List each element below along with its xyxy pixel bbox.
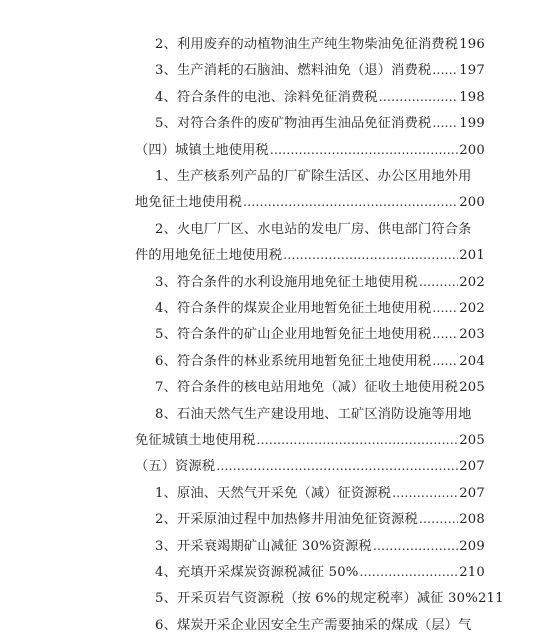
toc-entry-text: 1、原油、天然气开采免（减）征资源税 bbox=[155, 486, 392, 501]
toc-leader-dots bbox=[432, 326, 458, 342]
toc-entry-page: 200 bbox=[459, 143, 485, 158]
toc-entry-text: 6、符合条件的林业系统用地暂免征土地使用税 bbox=[155, 354, 432, 369]
toc-entry bbox=[155, 532, 485, 556]
toc-entry bbox=[155, 400, 485, 424]
toc-entry-page: 204 bbox=[459, 354, 485, 369]
toc-entry-continuation bbox=[135, 241, 485, 265]
toc-entry-text: 5、开采页岩气资源税（按 6%的规定税率）减征 30% bbox=[155, 591, 478, 606]
toc-leader-dots bbox=[360, 564, 459, 580]
toc-entry-text: 4、充填开采煤炭资源税减征 50% bbox=[155, 565, 359, 580]
toc-entry-text: 3、开采衰竭期矿山减征 30%资源税 bbox=[155, 539, 372, 554]
toc-entry-text: 免征城镇土地使用税 bbox=[135, 433, 256, 448]
toc-entry-page: 200 bbox=[459, 195, 485, 210]
toc-leader-dots bbox=[419, 511, 458, 527]
toc-entry-page: 198 bbox=[459, 90, 485, 105]
toc-section-heading bbox=[135, 452, 485, 476]
toc-entry bbox=[155, 558, 485, 582]
toc-leader-dots bbox=[373, 538, 458, 554]
toc-entry-page: 196 bbox=[459, 37, 485, 52]
toc-entry-page: 209 bbox=[459, 539, 485, 554]
toc-entry-text: 4、符合条件的煤炭企业用地暂免征土地使用税 bbox=[155, 301, 432, 316]
toc-entry-text: 7、符合条件的核电站用地免（减）征收土地使用税 bbox=[155, 380, 459, 395]
toc-leader-dots bbox=[432, 62, 458, 78]
toc-entry-text: 5、符合条件的矿山企业用地暂免征土地使用税 bbox=[155, 327, 432, 342]
toc-entry-page: 202 bbox=[459, 301, 485, 316]
toc-entry bbox=[155, 215, 485, 239]
toc-entry-text: 1、生产核系列产品的厂矿除生活区、办公区用地外用 bbox=[155, 169, 472, 184]
toc-entry-text: 5、对符合条件的废矿物油再生油品免征消费税 bbox=[155, 116, 432, 131]
toc-entry bbox=[155, 347, 485, 371]
toc-entry bbox=[155, 320, 485, 344]
toc-entry-text: 2、利用废弃的动植物油生产纯生物柴油免征消费税 bbox=[155, 37, 459, 52]
toc-entry bbox=[155, 294, 485, 318]
toc-leader-dots bbox=[270, 142, 458, 158]
toc-leader-dots bbox=[432, 300, 458, 316]
toc-entry-continuation bbox=[135, 426, 485, 450]
toc-entry bbox=[155, 611, 485, 635]
toc-leader-dots bbox=[379, 89, 458, 105]
toc-entry bbox=[155, 83, 485, 107]
toc-entry bbox=[155, 479, 485, 503]
toc-leader-dots bbox=[419, 274, 458, 290]
toc-leader-dots bbox=[432, 353, 458, 369]
toc-leader-dots bbox=[283, 247, 458, 263]
toc-entry-page: 207 bbox=[459, 486, 485, 501]
toc-entry-page: 197 bbox=[459, 63, 485, 78]
toc-entry-page: 205 bbox=[459, 433, 485, 448]
toc-entry-page: 205 bbox=[459, 380, 485, 395]
toc-entry-text: 地免征土地使用税 bbox=[135, 195, 243, 210]
toc-entry-page: 201 bbox=[459, 248, 485, 263]
toc-section-heading bbox=[135, 136, 485, 160]
toc-entry-page: 207 bbox=[459, 459, 485, 474]
toc-entry-text: （五）资源税 bbox=[135, 459, 216, 474]
toc-entry-page: 203 bbox=[459, 327, 485, 342]
toc-entry bbox=[155, 373, 485, 397]
toc-entry-page: 211 bbox=[477, 591, 504, 606]
toc-entry-text: 2、开采原油过程中加热修井用油免征资源税 bbox=[155, 512, 418, 527]
toc-entry-page: 210 bbox=[459, 565, 485, 580]
toc-leader-dots bbox=[432, 115, 458, 131]
toc-entry-text: 3、符合条件的水利设施用地免征土地使用税 bbox=[155, 275, 418, 290]
toc-entry bbox=[155, 162, 485, 186]
toc-entry-page: 208 bbox=[459, 512, 485, 527]
toc-entry-text: （四）城镇土地使用税 bbox=[135, 143, 269, 158]
toc-entry-page: 199 bbox=[459, 116, 485, 131]
toc-entry bbox=[155, 109, 485, 133]
toc-entry-text: 2、火电厂厂区、水电站的发电厂房、供电部门符合条 bbox=[155, 222, 472, 237]
toc-entry bbox=[155, 505, 485, 529]
toc-entry-continuation bbox=[135, 188, 485, 212]
toc-entry bbox=[155, 56, 485, 80]
toc-entry bbox=[155, 30, 485, 54]
toc-leader-dots bbox=[216, 458, 458, 474]
toc-entry-text: 4、符合条件的电池、涂料免征消费税 bbox=[155, 90, 378, 105]
toc-entry-page: 202 bbox=[459, 275, 485, 290]
toc-entry-text: 件的用地免征土地使用税 bbox=[135, 248, 283, 263]
toc-entry-text: 8、石油天然气生产建设用地、工矿区消防设施等用地 bbox=[155, 407, 472, 422]
toc-entry-text: 6、煤炭开采企业因安全生产需要抽采的煤成（层）气 bbox=[155, 618, 472, 633]
toc-entry-text: 3、生产消耗的石脑油、燃料油免（退）消费税 bbox=[155, 63, 432, 78]
toc-leader-dots bbox=[257, 432, 459, 448]
toc-leader-dots bbox=[243, 194, 458, 210]
toc-entry bbox=[155, 268, 485, 292]
toc-leader-dots bbox=[392, 485, 458, 501]
